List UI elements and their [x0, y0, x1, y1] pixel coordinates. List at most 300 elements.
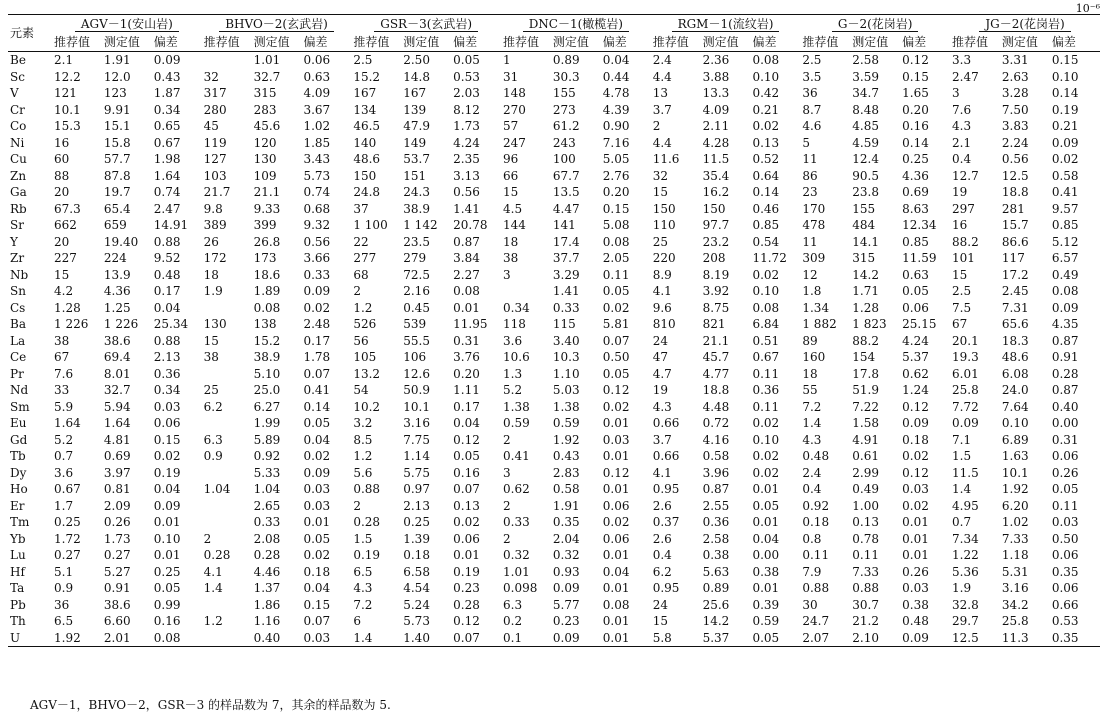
value-cell: 7.72	[952, 399, 979, 414]
value-cell: 6.2	[652, 564, 672, 579]
value-cell: 0.66	[1051, 597, 1079, 612]
value-cell: 18	[203, 267, 219, 282]
value-cell: 141	[552, 218, 576, 232]
sub-column-header: 测定值	[403, 35, 440, 49]
value-cell: 5.77	[552, 597, 580, 612]
value-cell: 0.06	[602, 498, 630, 513]
sub-column-header: 推荐值	[503, 35, 540, 49]
value-cell: 1 882	[802, 317, 837, 331]
value-cell: 9.8	[203, 201, 223, 216]
value-cell: 0.12	[902, 465, 929, 480]
value-cell: 0.05	[752, 498, 780, 513]
value-cell: 0.37	[652, 515, 680, 529]
value-cell: 0.31	[1051, 432, 1079, 447]
value-cell: 0.88	[153, 234, 181, 249]
value-cell	[202, 498, 252, 515]
value-cell: 0.78	[852, 531, 879, 546]
sub-column-header: 偏差	[752, 35, 777, 49]
value-cell: 0.4	[652, 548, 672, 562]
value-cell: 55	[802, 383, 818, 397]
element-symbol: Sn	[10, 284, 26, 298]
value-cell: 15.2	[353, 69, 381, 84]
value-cell: 47	[652, 350, 668, 364]
value-cell: 0.01	[602, 482, 630, 496]
value-cell: 38	[54, 333, 70, 348]
value-cell: 0.15	[1051, 53, 1079, 67]
value-cell: 2.07	[802, 630, 830, 645]
value-cell: 15	[503, 185, 519, 199]
value-cell: 0.90	[602, 119, 630, 133]
value-cell: 21.1	[253, 185, 281, 199]
value-cell: 1.64	[153, 168, 181, 183]
value-cell: 2.09	[103, 498, 131, 513]
value-cell: 1.41	[453, 201, 480, 216]
value-cell: 5.2	[54, 432, 74, 447]
value-cell: 12.5	[952, 630, 979, 645]
value-cell: 0.36	[153, 366, 181, 381]
value-cell: 7.31	[1001, 300, 1029, 315]
value-cell: 18.3	[1001, 333, 1029, 348]
value-cell: 0.58	[1051, 168, 1079, 183]
value-cell: 1.02	[303, 119, 331, 133]
trace-element-table	[8, 14, 1100, 647]
value-cell: 4.46	[253, 564, 281, 579]
value-cell: 0.18	[902, 432, 929, 447]
value-cell: 1.71	[852, 284, 879, 298]
sub-column-header: 测定值	[103, 35, 140, 49]
value-cell: 105	[353, 350, 377, 364]
value-cell: 1.16	[253, 614, 281, 628]
value-cell: 662	[54, 218, 77, 232]
sub-column-header: 推荐值	[802, 35, 839, 49]
value-cell: 0.16	[153, 614, 181, 628]
value-cell: 15	[203, 333, 219, 348]
value-cell: 0.99	[153, 597, 181, 612]
value-cell: 3.31	[1001, 53, 1029, 67]
value-cell: 9.57	[1051, 201, 1079, 216]
value-cell: 297	[952, 201, 975, 216]
value-cell: 0.2	[503, 614, 523, 628]
value-cell: 2.36	[702, 53, 730, 67]
table-row	[8, 217, 1100, 234]
value-cell: 17.8	[852, 366, 879, 381]
value-cell: 3.40	[552, 333, 580, 348]
value-cell: 2.05	[602, 251, 630, 265]
value-cell: 154	[852, 350, 876, 364]
value-cell: 1 226	[103, 317, 139, 331]
table-row	[8, 283, 1100, 300]
table-header	[8, 15, 1100, 52]
value-cell: 173	[253, 251, 277, 265]
value-cell: 0.34	[503, 300, 530, 315]
sub-column-header: 测定值	[253, 35, 290, 49]
value-cell: 2	[503, 432, 511, 447]
value-cell: 14.2	[702, 614, 730, 628]
value-cell: 65.6	[1001, 317, 1029, 331]
value-cell: 2.08	[253, 531, 281, 546]
value-cell: 0.28	[1051, 366, 1079, 381]
value-cell: 277	[353, 251, 377, 265]
value-cell: 3.84	[453, 251, 480, 265]
table-row	[8, 498, 1100, 515]
value-cell: 0.08	[153, 630, 181, 645]
value-cell: 24.8	[353, 185, 381, 199]
value-cell: 17.2	[1001, 267, 1029, 282]
value-cell: 0.08	[752, 53, 780, 67]
value-cell: 34.2	[1001, 597, 1029, 612]
value-cell: 167	[403, 86, 427, 100]
value-cell: 0.07	[303, 366, 331, 381]
sample-group-label: RGM－1(流纹岩)	[672, 17, 780, 32]
value-cell: 0.21	[1051, 119, 1079, 133]
value-cell: 0.14	[303, 399, 331, 414]
value-cell: 0.08	[752, 300, 780, 315]
value-cell: 0.7	[952, 515, 972, 529]
value-cell: 0.09	[1051, 135, 1079, 150]
value-cell: 1.5	[353, 531, 373, 546]
value-cell: 5.37	[702, 630, 730, 645]
value-cell: 5.75	[403, 465, 430, 480]
value-cell: 8.48	[852, 102, 879, 117]
value-cell: 5.6	[353, 465, 373, 480]
value-cell: 0.74	[153, 185, 181, 199]
value-cell: 150	[702, 201, 726, 216]
value-cell: 0.01	[902, 548, 929, 562]
value-cell: 4.3	[952, 119, 972, 133]
value-cell: 1.3	[503, 366, 523, 381]
value-cell: 1.85	[303, 135, 331, 150]
value-cell: 0.02	[303, 300, 331, 315]
value-cell: 86.6	[1001, 234, 1029, 249]
value-cell: 0.67	[54, 482, 81, 496]
value-cell: 12	[802, 267, 818, 282]
value-cell: 60	[54, 152, 70, 166]
value-cell: 4.35	[1051, 317, 1079, 331]
value-cell: 0.04	[453, 416, 480, 430]
value-cell: 6.2	[203, 399, 223, 414]
value-cell: 32	[203, 69, 219, 84]
value-cell: 0.00	[1051, 416, 1079, 430]
value-cell: 4.1	[652, 284, 672, 298]
value-cell: 821	[702, 317, 726, 331]
value-cell: 0.09	[902, 630, 929, 645]
value-cell: 19.40	[103, 234, 139, 249]
value-cell: 0.10	[1051, 69, 1079, 84]
value-cell: 0.08	[602, 234, 630, 249]
sub-column-header: 测定值	[552, 35, 589, 49]
value-cell: 67.7	[552, 168, 580, 183]
value-cell: 0.02	[752, 416, 780, 430]
value-cell: 0.06	[303, 53, 331, 67]
value-cell: 0.05	[1051, 482, 1079, 496]
value-cell: 26	[203, 234, 219, 249]
value-cell: 11.3	[1001, 630, 1029, 645]
value-cell: 0.62	[902, 366, 929, 381]
value-cell: 0.25	[403, 515, 430, 529]
value-cell: 4.39	[602, 102, 630, 117]
value-cell: 0.28	[353, 515, 381, 529]
value-cell: 0.02	[902, 498, 929, 513]
value-cell: 0.53	[1051, 614, 1079, 628]
value-cell: 2	[652, 119, 661, 133]
value-cell: 1.28	[54, 300, 81, 315]
value-cell: 12.2	[54, 69, 81, 84]
value-cell: 23.8	[852, 185, 879, 199]
value-cell: 13	[652, 86, 668, 100]
value-cell: 5.94	[103, 399, 131, 414]
value-cell: 0.03	[902, 482, 929, 496]
value-cell: 0.18	[802, 515, 830, 529]
value-cell: 2.5	[952, 284, 972, 298]
value-cell: 11.59	[902, 251, 937, 265]
value-cell: 2.27	[453, 267, 480, 282]
value-cell: 1.92	[54, 630, 81, 645]
value-cell: 243	[552, 135, 576, 150]
value-cell: 309	[802, 251, 826, 265]
value-cell: 1.4	[802, 416, 822, 430]
value-cell: 172	[203, 251, 227, 265]
value-cell: 0.50	[602, 350, 630, 364]
value-cell: 0.09	[153, 53, 181, 67]
value-cell: 2.83	[552, 465, 580, 480]
value-cell: 0.67	[752, 350, 780, 364]
value-cell: 0.58	[552, 482, 580, 496]
value-cell: 30.7	[852, 597, 879, 612]
value-cell: 2.5	[353, 53, 373, 67]
value-cell: 0.81	[103, 482, 131, 496]
value-cell: 4.5	[503, 201, 523, 216]
value-cell: 6.20	[1001, 498, 1029, 513]
value-cell: 315	[253, 86, 277, 100]
value-cell: 0.15	[602, 201, 630, 216]
value-cell: 16	[952, 218, 968, 232]
value-cell: 2.55	[702, 498, 730, 513]
value-cell: 539	[403, 317, 427, 331]
value-cell: 0.25	[54, 515, 81, 529]
value-cell: 1.01	[253, 53, 281, 67]
value-cell: 1	[503, 53, 511, 67]
value-cell: 0.08	[453, 284, 480, 298]
sample-group-label: BHVO－2(玄武岩)	[219, 17, 334, 32]
value-cell: 1.65	[902, 86, 929, 100]
value-cell: 0.34	[153, 102, 181, 117]
value-cell: 810	[652, 317, 676, 331]
value-cell: 18.6	[253, 267, 281, 282]
value-cell: 100	[552, 152, 576, 166]
value-cell: 0.02	[453, 515, 480, 529]
sample-group-header	[52, 15, 202, 34]
value-cell: 315	[852, 251, 876, 265]
value-cell: 1 142	[403, 218, 438, 232]
value-cell: 1.14	[403, 449, 430, 463]
value-cell: 0.88	[153, 333, 181, 348]
value-cell: 144	[503, 218, 526, 232]
value-cell: 25.6	[702, 597, 730, 612]
value-cell: 0.50	[1051, 531, 1079, 546]
element-symbol: Co	[10, 119, 27, 133]
value-cell: 11.5	[952, 465, 979, 480]
value-cell: 7.2	[802, 399, 822, 414]
value-cell: 0.1	[503, 630, 523, 645]
value-cell: 29.7	[952, 614, 979, 628]
value-cell: 2.13	[153, 350, 181, 364]
value-cell: 16.2	[702, 185, 730, 199]
value-cell: 4.54	[403, 581, 430, 595]
value-cell: 0.65	[153, 119, 181, 133]
value-cell: 0.09	[1051, 300, 1079, 315]
value-cell: 0.54	[752, 234, 780, 249]
value-cell: 5.37	[902, 350, 929, 364]
table-row	[8, 481, 1100, 498]
value-cell: 4.3	[353, 581, 373, 595]
value-cell: 4.24	[902, 333, 929, 348]
value-cell: 12.7	[952, 168, 979, 183]
value-cell: 1.9	[203, 284, 223, 298]
value-cell: 24.7	[802, 614, 830, 628]
value-cell: 9.6	[652, 300, 672, 315]
value-cell: 0.46	[752, 201, 780, 216]
value-cell: 7.22	[852, 399, 879, 414]
value-cell: 11	[802, 152, 818, 166]
value-cell: 5	[802, 135, 810, 150]
value-cell: 9.52	[153, 251, 181, 265]
value-cell: 3.28	[1001, 86, 1029, 100]
value-cell: 1.64	[54, 416, 81, 430]
value-cell: 0.01	[902, 515, 929, 529]
value-cell: 0.69	[902, 185, 929, 199]
value-cell: 0.08	[253, 300, 281, 315]
value-cell: 5.24	[403, 597, 430, 612]
value-cell: 37.7	[552, 251, 580, 265]
value-cell: 18.8	[702, 383, 730, 397]
element-symbol: Ce	[10, 350, 27, 364]
value-cell: 10.1	[403, 399, 430, 414]
value-cell: 0.27	[103, 548, 131, 562]
element-symbol: Eu	[10, 416, 27, 430]
element-symbol: Cs	[10, 300, 26, 315]
value-cell: 4.1	[203, 564, 223, 579]
table-row	[8, 399, 1100, 416]
value-cell: 0.01	[602, 548, 630, 562]
value-cell: 0.01	[153, 548, 181, 562]
table-row	[8, 300, 1100, 317]
value-cell: 1.02	[1001, 515, 1029, 529]
value-cell: 5.03	[552, 383, 580, 397]
value-cell: 227	[54, 251, 77, 265]
table-row	[8, 432, 1100, 449]
value-cell: 281	[1001, 201, 1025, 216]
value-cell: 0.10	[1001, 416, 1029, 430]
element-symbol: Ga	[10, 185, 27, 199]
value-cell: 32.7	[253, 69, 281, 84]
value-cell: 0.04	[153, 300, 181, 315]
value-cell: 5.63	[702, 564, 730, 579]
value-cell: 10.6	[503, 350, 530, 364]
value-cell: 0.88	[802, 581, 830, 595]
value-cell: 0.49	[1051, 267, 1079, 282]
value-cell: 130	[203, 317, 227, 331]
value-cell: 38.9	[403, 201, 430, 216]
value-cell: 0.20	[602, 185, 630, 199]
sample-group-label: JG－2(花岗岩)	[979, 17, 1070, 32]
value-cell: 3.2	[353, 416, 373, 430]
value-cell: 5.10	[253, 366, 281, 381]
table-row	[8, 102, 1100, 119]
value-cell: 0.26	[902, 564, 929, 579]
value-cell: 0.03	[303, 498, 331, 513]
sample-group-label: GSR－3(玄武岩)	[374, 17, 478, 32]
value-cell: 3.13	[453, 168, 480, 183]
table-row	[8, 250, 1100, 267]
value-cell: 0.36	[702, 515, 730, 529]
value-cell: 110	[652, 218, 676, 232]
value-cell: 5.08	[602, 218, 630, 232]
value-cell: 14.8	[403, 69, 430, 84]
value-cell: 0.03	[602, 432, 630, 447]
value-cell: 25	[203, 383, 219, 397]
value-cell: 90.5	[852, 168, 879, 183]
value-cell: 4.24	[453, 135, 480, 150]
value-cell: 2.16	[403, 284, 430, 298]
value-cell: 0.07	[303, 614, 331, 628]
value-cell: 87.8	[103, 168, 131, 183]
value-cell: 149	[403, 135, 427, 150]
sub-column-header: 推荐值	[652, 35, 689, 49]
value-cell: 208	[702, 251, 726, 265]
value-cell: 0.56	[303, 234, 331, 249]
element-symbol: Rb	[10, 201, 27, 216]
value-cell: 2.03	[453, 86, 480, 100]
value-cell: 224	[103, 251, 127, 265]
value-cell: 3.6	[54, 465, 74, 480]
value-cell: 0.06	[902, 300, 929, 315]
sub-column-header: 测定值	[702, 35, 739, 49]
value-cell: 2	[353, 284, 361, 298]
value-cell: 0.01	[453, 300, 480, 315]
element-symbol: Ni	[10, 135, 25, 150]
table-row	[8, 85, 1100, 102]
value-cell: 1.92	[1001, 482, 1029, 496]
value-cell: 4.48	[702, 399, 730, 414]
sample-group-label: G－2(花岗岩)	[832, 17, 919, 32]
value-cell: 1.78	[303, 350, 331, 364]
element-symbol: Nb	[10, 267, 29, 282]
value-cell: 5.05	[602, 152, 630, 166]
value-cell: 0.66	[652, 416, 680, 430]
value-cell: 6.27	[253, 399, 281, 414]
value-cell: 3.16	[403, 416, 430, 430]
value-cell: 50.9	[403, 383, 430, 397]
value-cell	[202, 597, 252, 614]
value-cell: 36	[54, 597, 70, 612]
value-cell	[202, 514, 252, 531]
value-cell: 2.24	[1001, 135, 1029, 150]
value-cell: 0.07	[453, 482, 480, 496]
value-cell: 0.33	[303, 267, 331, 282]
value-cell: 0.05	[153, 581, 181, 595]
value-cell: 0.33	[503, 515, 530, 529]
value-cell: 0.64	[752, 168, 780, 183]
table-row	[8, 415, 1100, 432]
table-row	[8, 52, 1100, 69]
table-row	[8, 448, 1100, 465]
value-cell: 0.49	[852, 482, 879, 496]
value-cell: 4.59	[852, 135, 879, 150]
value-cell: 1.4	[952, 482, 972, 496]
table-row	[8, 151, 1100, 168]
value-cell: 2.5	[802, 53, 822, 67]
value-cell: 0.01	[752, 515, 780, 529]
